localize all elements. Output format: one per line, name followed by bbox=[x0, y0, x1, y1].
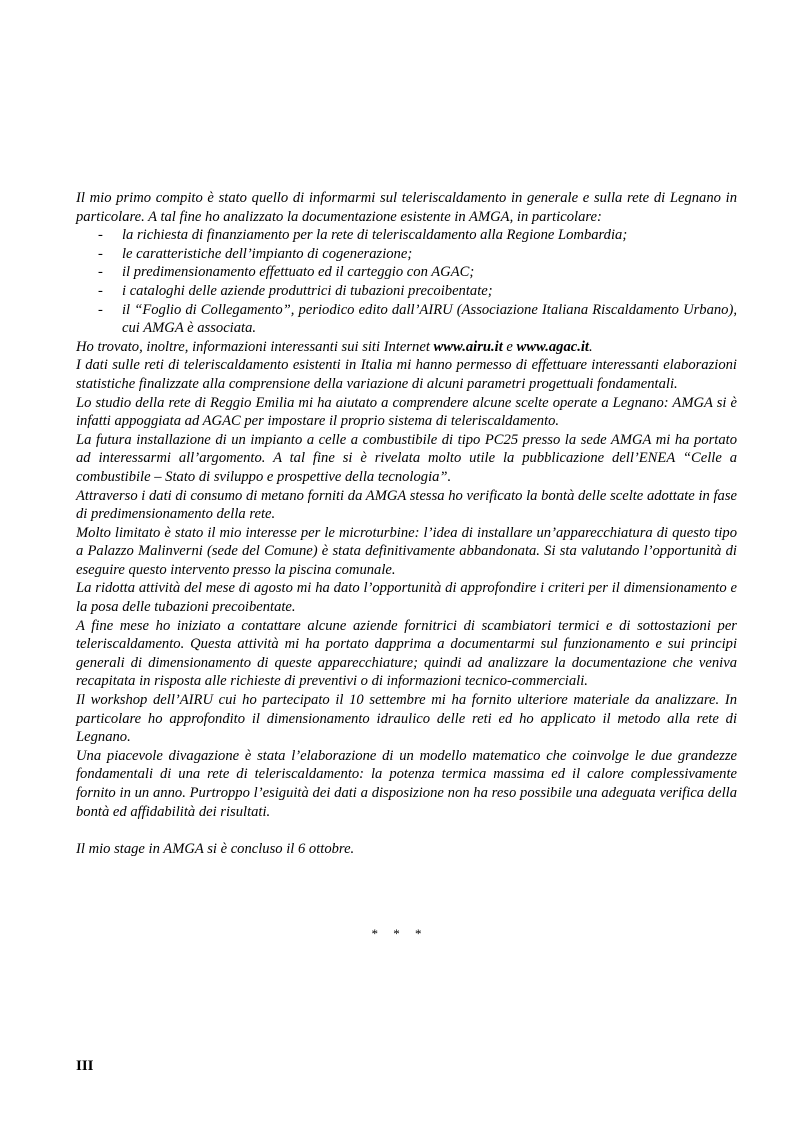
paragraph-model: Una piacevole divagazione è stata l’elaborazione di un modello matematico che coinvolge le due grandezze fondamentali di una rete di teleriscaldamento: la potenza termica massima ed il calore complessivamente fornito in un anno. Purtroppo l’esiguità dei dati a disposizione non ha reso possibile una adeguata verifica della bontà ed affidabilità dei risultati. bbox=[76, 747, 737, 820]
paragraph-fuel-cells: La futura installazione di un impianto a celle a combustibile di tipo PC25 presso la sede AMGA mi ha portato ad interessarmi all’argomento. A tal fine si è rivelata molto utile la pubblicazione dell’ENEA “Celle a combustibile – Stato di sviluppo e prospettive della tecnologia”. bbox=[76, 431, 737, 485]
paragraph-august: La ridotta attività del mese di agosto mi ha dato l’opportunità di approfondire i criteri per il dimensionamento e la posa delle tubazioni precoibentate. bbox=[76, 580, 737, 616]
body-text bbox=[76, 189, 737, 858]
list-item: - le caratteristiche dell’impianto di cogenerazione; bbox=[98, 245, 413, 262]
paragraph-statistics: I dati sulle reti di teleriscaldamento esistenti in Italia mi hanno permesso di effettuare interessanti elaborazioni statistiche finalizzate alla comprensione della variazione di alcuni parametri progettuali fondamentali. bbox=[76, 357, 737, 392]
list-item: - i cataloghi delle aziende produttrici di tubazioni precoibentate; bbox=[98, 282, 493, 299]
page-number: III bbox=[76, 1058, 94, 1074]
section-separator bbox=[0, 926, 793, 942]
paragraph-reggio-emilia: Lo studio della rete di Reggio Emilia mi ha aiutato a comprendere alcune scelte operate a Legnano: AMGA si è infatti appoggiata ad AGAC per impostare il proprio sistema di teleriscaldamento. bbox=[76, 394, 737, 430]
paragraph-methane: Attraverso i dati di consumo di metano forniti da AMGA stessa ho verificato la bontà delle scelte adottate in fase di predimensionamento della rete. bbox=[76, 487, 737, 523]
closing-paragraph: Il mio stage in AMGA si è concluso il 6 ottobre. bbox=[76, 840, 355, 857]
separator-star: * bbox=[371, 926, 378, 941]
separator-star: * bbox=[393, 926, 400, 941]
list-item: - la richiesta di finanziamento per la rete di teleriscaldamento alla Regione Lombardia; bbox=[98, 227, 628, 244]
intro-paragraph: Il mio primo compito è stato quello di informarmi sul teleriscaldamento in generale e sulla rete di Legnano in particolare. A tal fine ho analizzato la documentazione esistente in AMGA, in particolare: bbox=[76, 190, 737, 225]
airu-link[interactable]: www.airu.it bbox=[433, 338, 503, 355]
paragraph-suppliers: A fine mese ho iniziato a contattare alcune aziende fornitrici di scambiatori termici e di sottostazioni per teleriscaldamento. Questa attività mi ha portato dapprima a documentarmi sul funzionamento e sui principi generali di dimensionamento di queste apparecchiature; quindi ad analizzare la documentazione che veniva recapitata in risposta alle richieste di preventivi o di informazioni tecnico-commerciali. bbox=[76, 617, 737, 690]
websites-paragraph: Ho trovato, inoltre, informazioni interessanti sui siti Internet www.airu.it e www.agac.it. bbox=[76, 338, 593, 355]
list-bullet: - bbox=[98, 264, 103, 281]
separator-star: * bbox=[415, 926, 422, 941]
paragraph-workshop: Il workshop dell’AIRU cui ho partecipato il 10 settembre mi ha fornito ulteriore materiale da analizzare. In particolare ho approfondito il dimensionamento idraulico delle reti ed ho applicato il metodo alla rete di Legnano. bbox=[76, 692, 737, 746]
agac-link[interactable]: www.agac.it bbox=[516, 338, 589, 355]
document-list bbox=[76, 226, 737, 338]
paragraph-gap bbox=[76, 821, 737, 840]
list-bullet: - bbox=[98, 227, 103, 244]
list-item: - il predimensionamento effettuato ed il carteggio con AGAC; bbox=[98, 264, 475, 281]
list-bullet: - bbox=[98, 282, 103, 299]
list-item: - il “Foglio di Collegamento”, periodico edito dall’AIRU (Associazione Italiana Riscaldamento Urbano), cui AMGA è associata. bbox=[98, 301, 737, 337]
list-bullet: - bbox=[98, 245, 103, 262]
list-bullet: - bbox=[98, 301, 103, 318]
paragraph-microturbines: Molto limitato è stato il mio interesse per le microturbine: l’idea di installare un’apparecchiatura di questo tipo a Palazzo Malinverni (sede del Comune) è stata definitivamente abbandonata. Si sta valutando l’opportunità di eseguire questo intervento presso la piscina comunale. bbox=[76, 524, 737, 578]
